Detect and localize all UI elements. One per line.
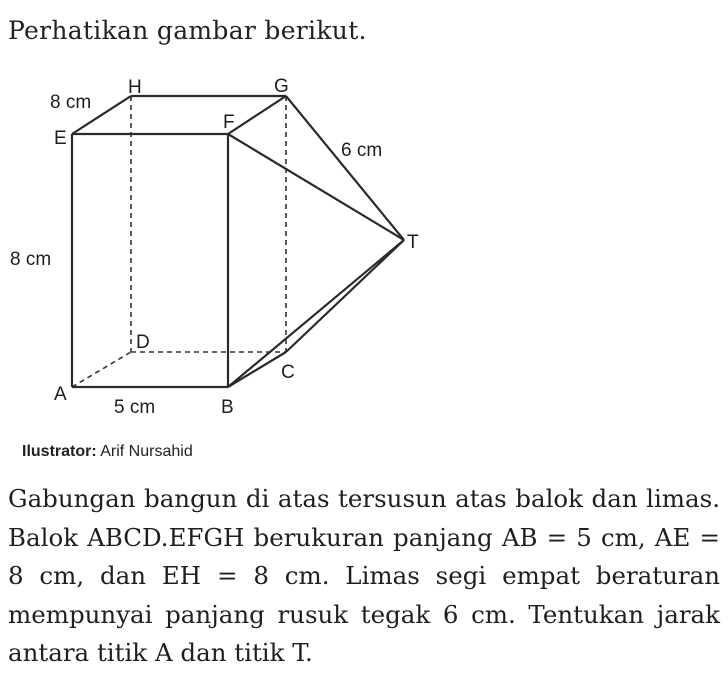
label-a: A — [54, 384, 67, 405]
measure-ae: 8 cm — [10, 249, 52, 270]
label-b: B — [221, 397, 234, 418]
edge-ct — [286, 240, 404, 352]
label-f: F — [223, 112, 235, 133]
edge-ad — [72, 352, 131, 387]
label-e: E — [54, 128, 67, 149]
hidden-edges — [72, 96, 286, 387]
edge-fg — [228, 96, 286, 134]
edge-bt — [228, 240, 404, 387]
label-t: T — [407, 232, 419, 253]
edge-bc — [228, 352, 286, 387]
measure-ab: 5 cm — [114, 397, 156, 418]
label-h: H — [128, 77, 142, 98]
credit-label: Ilustrator: — [22, 443, 97, 460]
edge-gt — [286, 96, 404, 240]
measure-gt: 6 cm — [341, 140, 383, 161]
label-c: C — [281, 362, 295, 383]
illustrator-credit — [22, 443, 193, 461]
problem-text: Gabungan bangun di atas tersusun atas balok dan limas. Balok ABCD.EFGH berukuran panjang AB = 5 cm, AE = 8 cm, dan EH = 8 cm. Limas segi empat beraturan mempunyai panjang rusuk tegak 6 cm. Tentukan jarak antara titik A dan titik T. — [8, 484, 720, 667]
intro-text: Perhatikan gambar berikut. — [8, 16, 367, 45]
label-g: G — [274, 76, 289, 97]
measure-eh: 8 cm — [50, 92, 92, 113]
label-d: D — [136, 332, 150, 353]
credit-name: Arif Nursahid — [100, 443, 193, 460]
